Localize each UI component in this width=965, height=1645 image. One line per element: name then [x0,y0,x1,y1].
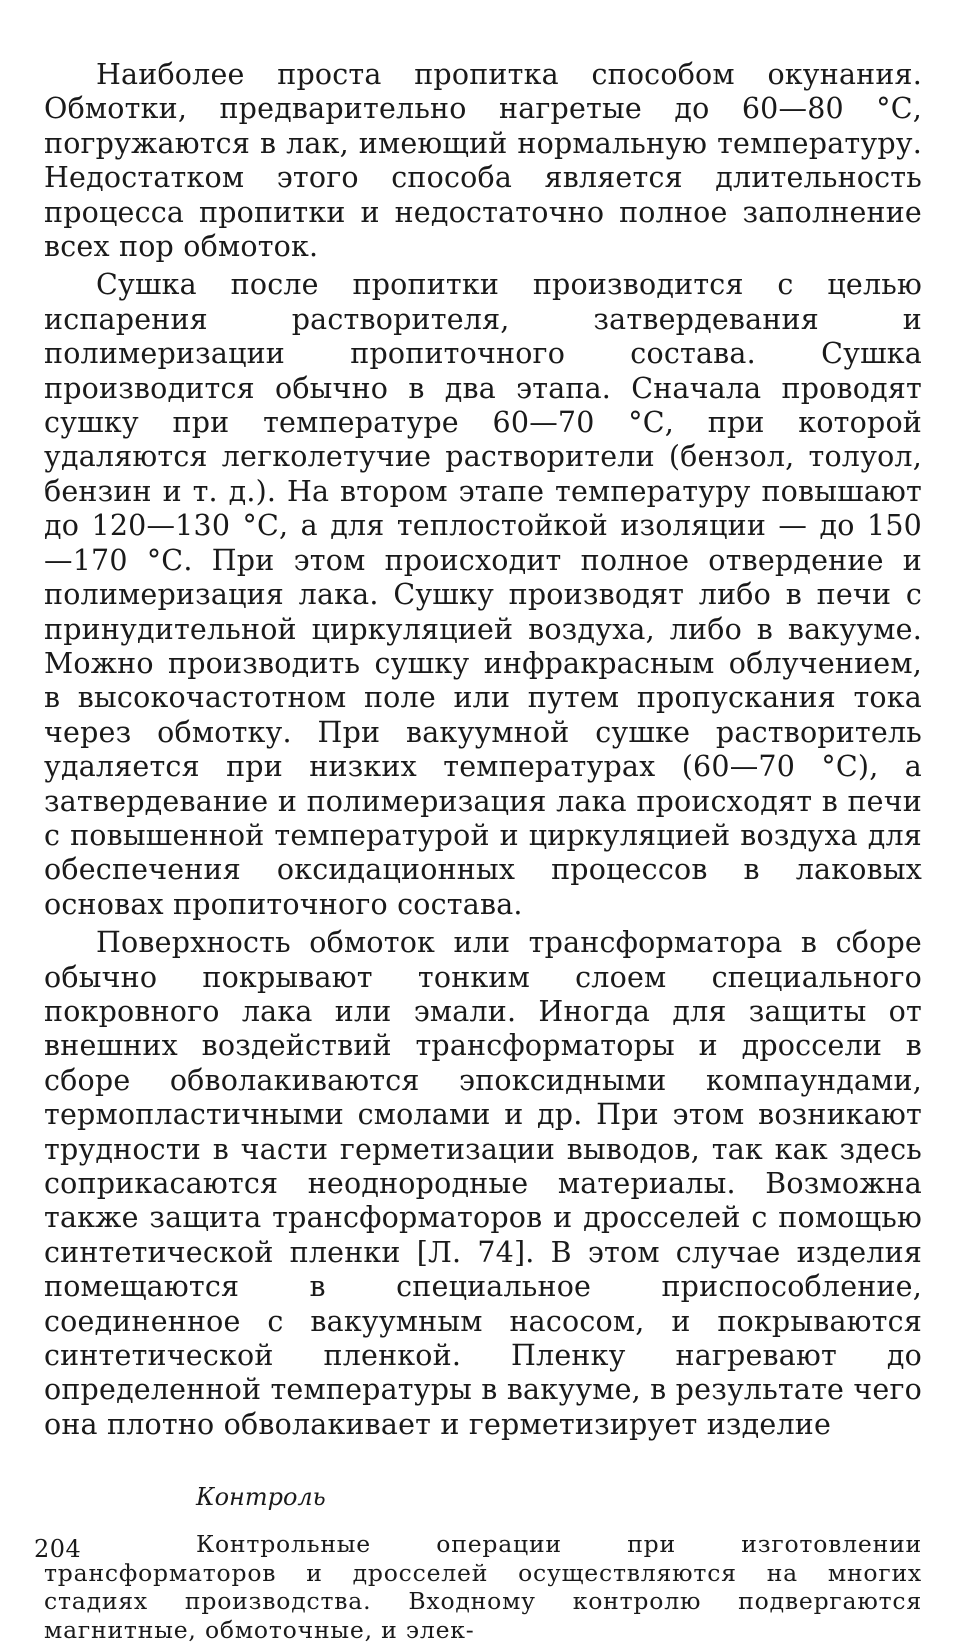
page-number: 204 [34,1535,82,1563]
paragraph-drying: Сушка после пропитки производится с целью испарения растворителя, затвердевания и полимеризации пропиточного состава. Сушка производится обычно в два этапа. Сначала проводят сушку при температуре 60—70 °С, при которой удаляются легколетучие растворители (бензол, толуол, бензин и т. д.). На втором этапе температуру повышают до 120—130 °С, а для теплостойкой изоляции — до 150—170 °С. При этом происходит полное отвердение и полимеризация лака. Сушку производят либо в печи с принудительной циркуляцией воздуха, либо в вакууме. Можно производить сушку инфракрасным облучением, в высокочастотном поле или путем пропускания тока через обмотку. При вакуумной сушке растворитель удаляется при низких температурах (60—70 °С), а затвердевание и полимеризация лака происходят в печи с повышенной температурой и циркуляцией воздуха для обеспечения оксидационных процессов в лаковых основах пропиточного состава. [44,268,922,921]
page-body [44,58,922,1645]
paragraph-impregnation: Наиболее проста пропитка способом окунания. Обмотки, предварительно нагретые до 60—80 °С, погружаются в лак, имеющий нормальную температуру. Недостатком этого способа является длительность процесса пропитки и недостаточно полное заполнение всех пор обмоток. [44,58,922,264]
section-heading-control: Контроль [196,1483,326,1512]
paragraph-control: Контрольные операции при изготовлении трансформаторов и дросселей осуществляются на многих стадиях производства. Входному контролю подвергаются магнитные, обмоточные, и элек- [44,1530,922,1645]
paragraph-coating: Поверхность обмоток или трансформатора в сборе обычно покрывают тонким слоем специального покровного лака или эмали. Иногда для защиты от внешних воздействий трансформаторы и дроссели в сборе обволакиваются эпоксидными компаундами, термопластичными смолами и др. При этом возникают трудности в части герметизации выводов, так как здесь соприкасаются неоднородные материалы. Возможна также защита трансформаторов и дросселей с помощью синтетической пленки [Л. 74]. В этом случае изделия помещаются в специальное приспособление, соединенное с вакуумным насосом, и покрываются синтетической пленкой. Пленку нагревают до определенной температуры в вакууме, в результате чего она плотно обволакивает и герметизирует изделие [44,926,922,1441]
